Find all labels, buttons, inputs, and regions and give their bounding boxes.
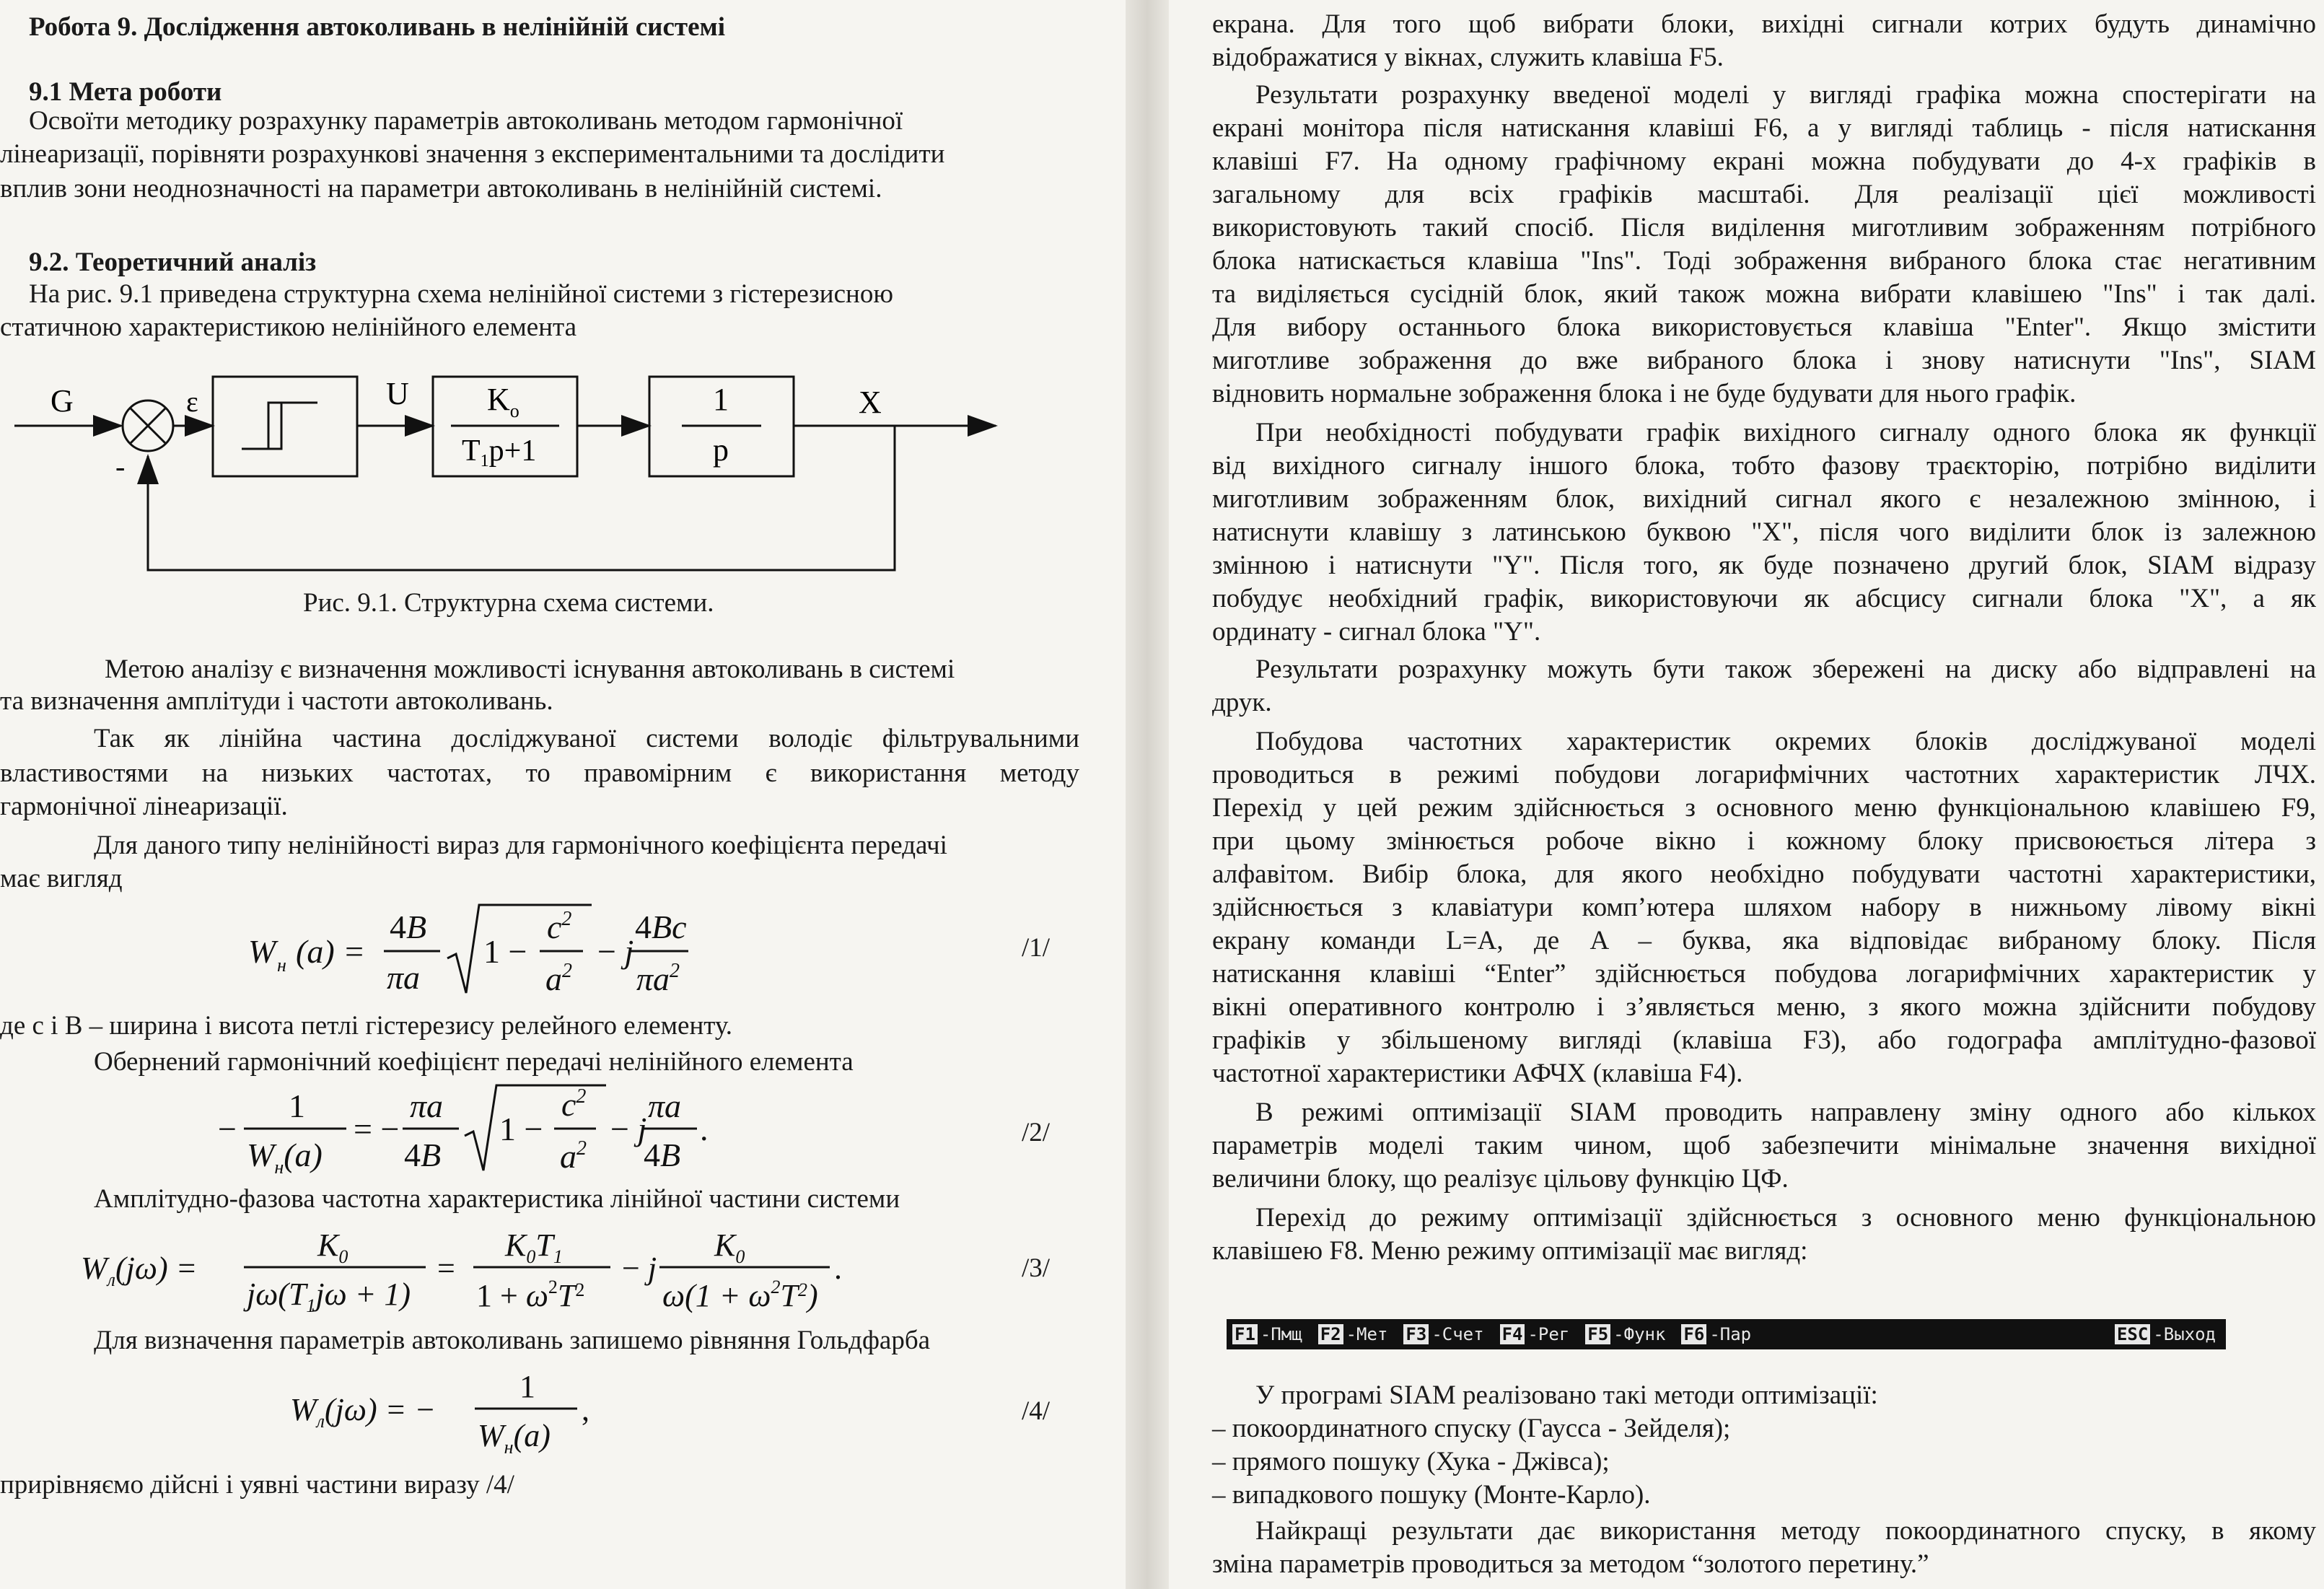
menu-item-f1[interactable]: F1 -Пмщ: [1232, 1324, 1302, 1344]
paragraph-line: алфавітом. Вибір блока, для якого необхідно побудувати частотні характеристики,: [1212, 859, 2316, 889]
svg-text:jω(T1jω + 1): $j\omega(T_1j\omega + 1)$: [247, 1277, 411, 1316]
svg-text:= −: = −: [354, 1111, 400, 1147]
paragraph-line: клавіші F7. На одному графічному екрані можна побудувати до 4-х графіків в: [1212, 146, 2316, 176]
paragraph-line: екрану команди L=A, де A – буква, яка відповідає вибраному блоку. Після: [1212, 926, 2316, 955]
svg-text:K0T1: $K_0T_1$: [505, 1227, 563, 1267]
paragraph-line: при цьому змінюється робоче вікно і кожному блоку присвоюється літера з: [1212, 826, 2316, 856]
goal-line: вплив зони неоднозначності на параметри автоколивань в нелінійній системі.: [0, 174, 882, 203]
right-page: [1169, 0, 2324, 1589]
svg-text:4B: 4B: [390, 909, 427, 945]
equation-2: [216, 1081, 707, 1182]
menu-item-f2[interactable]: F2 -Мет: [1318, 1324, 1388, 1344]
paragraph-line: Амплітудно-фазова частотна характеристика лінійної частини системи: [94, 1184, 900, 1214]
paragraph-line: використовують такий спосіб. Після виділення миготливим зображенням потрібного: [1212, 213, 2316, 242]
chapter-title: Робота 9. Дослідження автоколивань в нелінійній системі: [29, 12, 725, 42]
paragraph-line: В режимі оптимізації SIAM проводить направлену зміну одного або кількох: [1255, 1098, 2316, 1127]
hysteresis-description: де c і B – ширина і висота петлі гістерезису релейного елементу.: [0, 1011, 732, 1041]
svg-text:πa: πa: [387, 959, 421, 996]
svg-text:4B: 4B: [404, 1137, 442, 1173]
integrator-denominator: p: [713, 432, 729, 468]
svg-text:W: W: [248, 933, 276, 970]
paragraph-line: Найкращі результати дає використання методу покоординатного спуску, в якому: [1255, 1516, 2316, 1546]
section-heading-theory: 9.2. Теоретичний аналіз: [29, 248, 317, 277]
paragraph-line: параметрів моделі таким чином, щоб забезпечити мінімальне значення вихідної: [1212, 1131, 2316, 1160]
equation-3: [79, 1220, 873, 1321]
paragraph-line: друк.: [1212, 688, 1272, 717]
k-numerator: K: [487, 382, 510, 417]
paragraph-line: прирівняємо дійсні і уявні частини виразу /4/: [0, 1470, 514, 1500]
equation-number: /3/: [1022, 1253, 1051, 1283]
svg-text:ω(1 + ω2T2): $\omega(1 + \omega^2T^2)$: [662, 1277, 818, 1313]
paragraph-line: Перехід до режиму оптимізації здійснюється з основного меню функціональною: [1255, 1203, 2316, 1233]
svg-text:Ko: [487, 382, 519, 421]
method-item: – прямого пошуку (Хука - Джівса);: [1212, 1447, 1610, 1476]
methods-intro: У програмі SIAM реалізовано такі методи оптимізації:: [1255, 1380, 1878, 1410]
k-den-subscript: 1: [480, 452, 489, 470]
menu-item-f5[interactable]: F5 -Функ: [1585, 1324, 1665, 1344]
svg-text:πa2: $\pi a^2$: [636, 960, 680, 997]
svg-text:1: 1: [289, 1087, 305, 1124]
svg-text:н: н: [277, 955, 286, 976]
svg-text:Wн(a): $W_н(a)$: [478, 1418, 551, 1458]
paragraph-line: має вигляд: [0, 864, 123, 893]
theory-line: На рис. 9.1 приведена структурна схема нелінійної системи з гістерезисною: [29, 279, 893, 309]
svg-text:−: −: [218, 1111, 237, 1147]
equation-number: /2/: [1022, 1118, 1051, 1147]
paragraph-line: натиснути клавішу з латинською буквою "X", після чого виділити блок із залежною: [1212, 517, 2316, 547]
label-g: G: [51, 383, 74, 419]
left-page: [0, 0, 1126, 1589]
optimization-menu-bar: [1227, 1319, 2226, 1349]
paragraph-line: Так як лінійна частина досліджуваної системи володіє фільтрувальними: [94, 724, 1079, 753]
paragraph-line: відображатися у вікнах, служить клавіша F5.: [1212, 43, 1724, 72]
equation-4: [289, 1361, 621, 1462]
equation-number: /1/: [1022, 933, 1051, 963]
goal-line: лінеаризації, порівняти розрахункові значення з експериментальними та дослідити: [0, 139, 945, 169]
paragraph-line: побудує необхідний графік, використовуючи як абсцису сигнали блока "X", а як: [1212, 584, 2316, 613]
k-den-rest: p+1: [488, 434, 537, 468]
paragraph-line: гармонічної лінеаризації.: [0, 792, 288, 821]
svg-text:− j: − j: [597, 933, 634, 970]
svg-text:1: 1: [519, 1369, 535, 1404]
paragraph-line: Результати розрахунку можуть бути також збережені на диску або відправлені на: [1255, 655, 2316, 684]
svg-text:1 −: 1 −: [483, 933, 527, 970]
svg-text:a2: $a^2$: [560, 1137, 587, 1175]
paragraph-line: загальному для всіх графіків масштабі. Для реалізації цієї можливості: [1212, 180, 2316, 209]
paragraph-line: проводиться в режимі побудови логарифмічних частотних характеристик ЛЧХ.: [1212, 760, 2316, 789]
svg-text:(a) =: (a) =: [296, 933, 366, 970]
svg-text:1 −: 1 −: [499, 1111, 543, 1147]
paragraph-line: графіків у збільшеному вигляді (клавіша F3), або годографа амплітудно-фазової: [1212, 1025, 2316, 1055]
svg-text:,: ,: [582, 1392, 589, 1427]
svg-text:=: =: [437, 1251, 455, 1286]
svg-text:Wл(jω) = −: $W_л(j\omega)$ = −: [290, 1392, 436, 1432]
paragraph-line: Для визначення параметрів автоколивань запишемо рівняння Гольдфарба: [94, 1326, 931, 1355]
block-diagram: [0, 354, 1025, 585]
paragraph-line: миготливим зображенням блок, вихідний сигнал якого є незалежною змінною, і: [1212, 484, 2316, 514]
svg-text:c2: $c^2$: [561, 1085, 587, 1123]
goal-line: Освоїти методику розрахунку параметрів автоколивань методом гармонічної: [29, 106, 903, 136]
paragraph-line: натискання клавіші “Enter” здійснюється побудова логарифмічних характеристик у: [1212, 959, 2316, 989]
svg-text:4Bc: 4Bc: [635, 909, 687, 945]
paragraph-line: Результати розрахунку введеної моделі у вигляді графіка можна спостерігати на: [1255, 80, 2316, 110]
svg-text:Wн(a): $W_н(a)$: [247, 1137, 323, 1178]
svg-text:− j: − j: [610, 1111, 647, 1147]
k-subscript: o: [509, 400, 519, 421]
paragraph-line: властивостями на низьких частотах, то правомірним є використання методу: [0, 758, 1079, 788]
paragraph-line: Побудова частотних характеристик окремих блоків досліджуваної моделі: [1255, 727, 2316, 756]
paragraph-line: клавішею F8. Меню режиму оптимізації має вигляд:: [1212, 1236, 1808, 1266]
paragraph-line: та виділяється сусідній блок, який також можна вибрати клавішею "Ins" і так далі.: [1212, 279, 2316, 309]
paragraph-line: При необхідності побудувати графік вихідного сигналу одного блока як функції: [1255, 418, 2316, 447]
paragraph-line: Метою аналізу є визначення можливості існування автоколивань в системі: [105, 655, 955, 684]
equation-1: [245, 901, 693, 1009]
section-heading-goal: 9.1 Мета роботи: [29, 77, 222, 107]
svg-text:1 + ω2T2: $1 + \omega^2T^2$: [476, 1277, 585, 1313]
paragraph-line: змінною і натиснути "Y". Після того, як буде позначено другий блок, SIAM відразу: [1212, 551, 2316, 580]
paragraph-line: Для вибору останнього блока використовується клавіша "Enter". Якщо змістити: [1212, 312, 2316, 342]
label-minus: -: [115, 450, 126, 483]
label-u: U: [386, 376, 409, 411]
paragraph-line: відновить нормальне зображення блока і не буде будувати для нього графік.: [1212, 379, 2077, 408]
paragraph-line: Для даного типу нелінійності вираз для гармонічного коефіцієнта передачі: [94, 831, 947, 860]
figure-caption: Рис. 9.1. Структурна схема системи.: [303, 588, 714, 618]
paragraph-line: та визначення амплітуди і частоти автоколивань.: [0, 686, 553, 716]
svg-text:Wл(jω) =: $W_л(j\omega)$ =: [81, 1251, 198, 1290]
method-item: – покоординатного спуску (Гаусса - Зейделя);: [1212, 1414, 1731, 1443]
svg-text:4B: 4B: [644, 1137, 681, 1173]
menu-item-f3[interactable]: F3 -Счет: [1403, 1324, 1483, 1344]
relay-block: [213, 377, 357, 476]
paragraph-line: Перехід у цей режим здійснюється з основного меню функціональною клавішею F9,: [1212, 793, 2316, 823]
svg-text:a2: $a^2$: [545, 960, 572, 997]
paragraph-line: величини блоку, що реалізує цільову функцію ЦФ.: [1212, 1164, 1789, 1194]
paragraph-line: блока натискається клавіша "Ins". Тоді зображення вибраного блока стає негативним: [1212, 246, 2316, 276]
svg-text:K0: $K_0$: [714, 1227, 745, 1267]
paragraph-line: миготливе зображення до вже вибраного блока і знову натиснути "Ins", SIAM: [1212, 346, 2316, 375]
menu-item-exit[interactable]: ESC -Выход: [2115, 1324, 2216, 1344]
page-gutter: [1126, 0, 1169, 1589]
integrator-numerator: 1: [713, 382, 729, 417]
paragraph-line: екрана. Для того щоб вибрати блоки, вихідні сигнали котрих будуть динамічно: [1212, 9, 2316, 39]
paragraph-line: вікні оперативного контролю і з’являється меню, з якого можна здійснити побудову: [1212, 992, 2316, 1022]
k-denominator: T: [462, 434, 481, 468]
paragraph-line: екрані монітора після натискання клавіші F6, а у вигляді таблиць - після натискання: [1212, 113, 2316, 143]
paragraph-line: зміна параметрів проводиться за методом “золотого перетину.”: [1212, 1549, 1929, 1579]
svg-text:c2: $c^2$: [547, 908, 572, 945]
paragraph-line: від вихідного сигналу іншого блока, тобто фазову траєкторію, потрібно виділити: [1212, 451, 2316, 481]
svg-text:.: .: [700, 1111, 709, 1147]
menu-item-f4[interactable]: F4 -Рег: [1500, 1324, 1570, 1344]
method-item: – випадкового пошуку (Монте-Карло).: [1212, 1480, 1651, 1510]
svg-text:πa: πa: [410, 1087, 444, 1124]
paragraph-line: частотної характеристики АФЧХ (клавіша F4).: [1212, 1059, 1743, 1088]
equation-number: /4/: [1022, 1396, 1051, 1426]
label-x: X: [859, 385, 882, 420]
paragraph-line: Обернений гармонічний коефіцієнт передачі нелінійного елемента: [94, 1047, 854, 1077]
svg-text:T1p+1: [462, 434, 536, 470]
svg-text:K0: $K_0$: [317, 1227, 348, 1267]
svg-text:πa: πa: [648, 1087, 682, 1124]
paragraph-line: ординату - сигнал блока "Y".: [1212, 617, 1541, 647]
theory-line: статичною характеристикою нелінійного елемента: [0, 312, 577, 342]
svg-text:− j: − j: [622, 1251, 657, 1286]
label-epsilon: ε: [186, 385, 198, 418]
paragraph-line: здійснюється з клавіатури комп’ютера шляхом набору в нижньому лівому вікні: [1212, 893, 2316, 922]
menu-item-f6[interactable]: F6 -Пар: [1681, 1324, 1751, 1344]
svg-text:.: .: [834, 1251, 842, 1286]
